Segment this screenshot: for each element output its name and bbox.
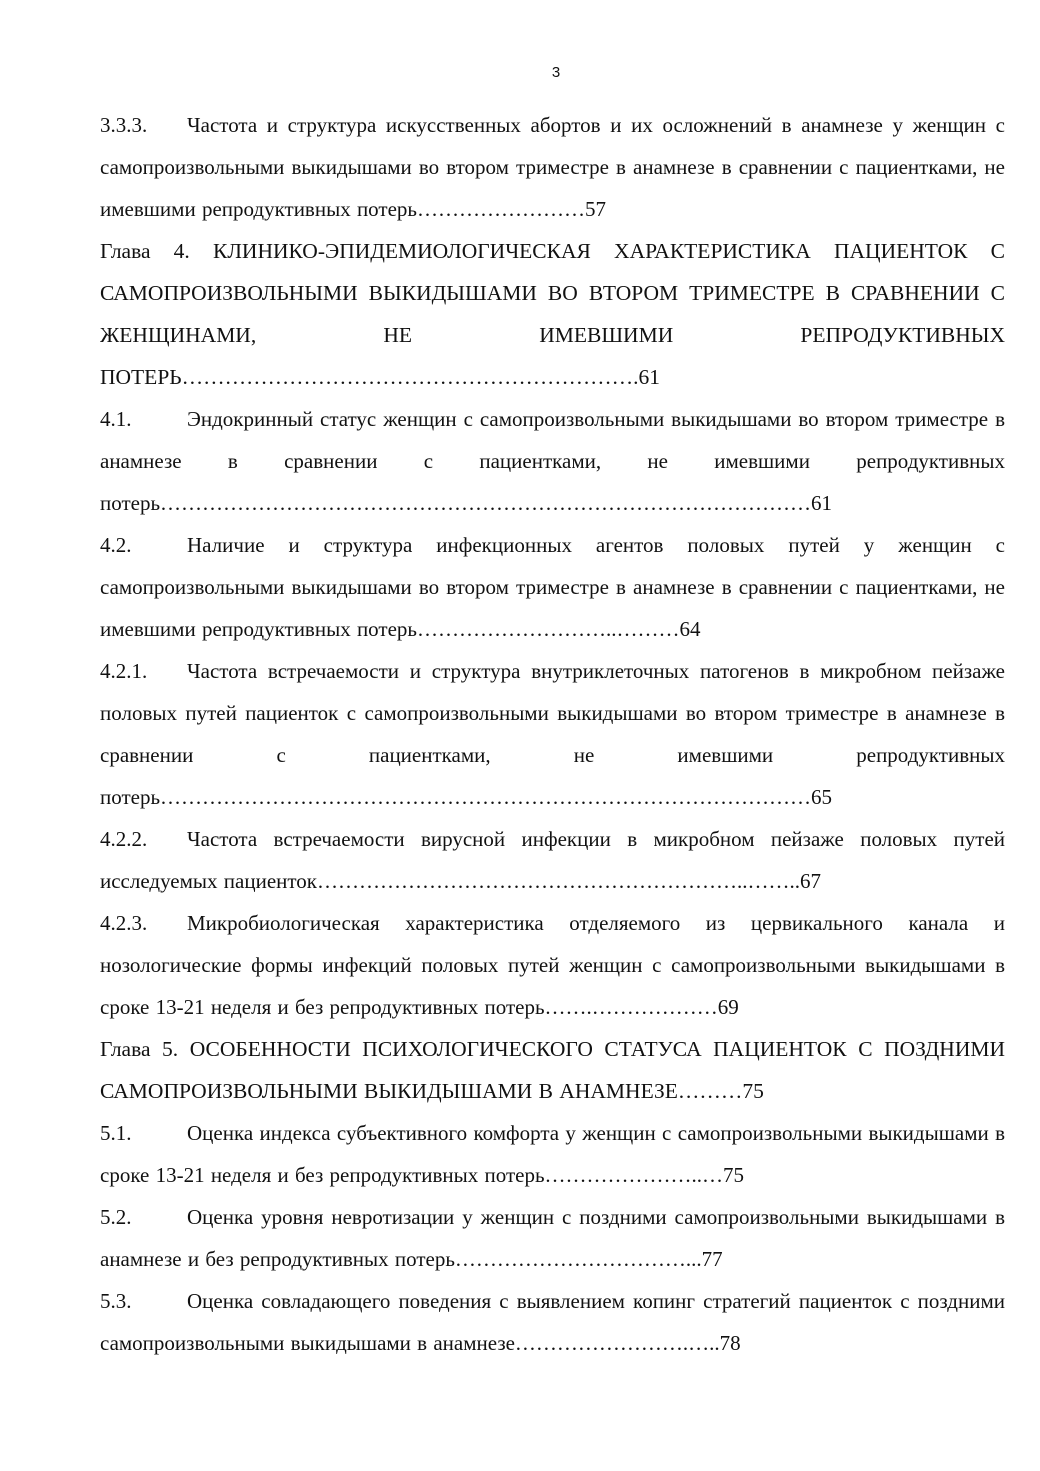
toc-entry-number: 4.2.1.	[100, 659, 148, 683]
toc-entry-number: 4.1.	[100, 407, 132, 431]
toc-entry-number: 4.2.	[100, 533, 132, 557]
toc-entry-text: Частота встречаемости и структура внутриклеточных патогенов в микробном пейзаже половых путей пациенток с самопроизвольными выкидышами во втором триместре в анамнезе в сравнении с пациентками, не имевшими репродуктивных потерь…………………………………………………………………………………65	[100, 659, 1005, 809]
page-number: 3	[551, 64, 561, 81]
toc-entry-text: Микробиологическая характеристика отделяемого из цервикального канала и нозологические формы инфекций половых путей женщин с самопроизвольными выкидышами в сроке 13-21 неделя и без репродуктивных потерь…….………………69	[100, 911, 1005, 1019]
toc-entry-5-3	[100, 1280, 1005, 1364]
toc-entry-number: 5.2.	[100, 1205, 132, 1229]
toc-entry-text: Оценка совладающего поведения с выявлением копинг стратегий пациенток с поздними самопроизвольными выкидышами в анамнезе…………………….…..78	[100, 1289, 1005, 1355]
table-of-contents	[100, 104, 1005, 1364]
toc-entry-text: Оценка уровня невротизации у женщин с поздними самопроизвольными выкидышами в анамнезе и без репродуктивных потерь……………………………...77	[100, 1205, 1005, 1271]
toc-entry-number: 5.1.	[100, 1121, 132, 1145]
toc-entry-5-2	[100, 1196, 1005, 1280]
toc-entry-number: 5.3.	[100, 1289, 132, 1313]
toc-chapter-4	[100, 230, 1005, 398]
toc-entry-number: 4.2.3.	[100, 911, 148, 935]
toc-chapter-5	[100, 1028, 1005, 1112]
toc-entry-4-2	[100, 524, 1005, 650]
toc-entry-number: 4.2.2.	[100, 827, 148, 851]
toc-entry-text: Частота встречаемости вирусной инфекции в микробном пейзаже половых путей исследуемых пациенток……………………………………………………..……..67	[100, 827, 1005, 893]
toc-entry-text: Эндокринный статус женщин с самопроизвольными выкидышами во втором триместре в анамнезе в сравнении с пациентками, не имевшими репродуктивных потерь…………………………………………………………………………………61	[100, 407, 1005, 515]
toc-entry-text: Частота и структура искусственных абортов и их осложнений в анамнезе у женщин с самопроизвольными выкидышами во втором триместре в анамнезе в сравнении с пациентками, не имевшими репродуктивных потерь……………………57	[100, 113, 1005, 221]
toc-entry-text: Оценка индекса субъективного комфорта у женщин с самопроизвольными выкидышами в сроке 13-21 неделя и без репродуктивных потерь…………………..…75	[100, 1121, 1005, 1187]
toc-entry-text: Наличие и структура инфекционных агентов половых путей у женщин с самопроизвольными выкидышами во втором триместре в анамнезе в сравнении с пациентками, не имевшими репродуктивных потерь………………………..………64	[100, 533, 1005, 641]
toc-entry-4-2-1	[100, 650, 1005, 818]
toc-entry-4-1	[100, 398, 1005, 524]
toc-entry-5-1	[100, 1112, 1005, 1196]
toc-chapter-text: Глава 4. КЛИНИКО-ЭПИДЕМИОЛОГИЧЕСКАЯ ХАРАКТЕРИСТИКА ПАЦИЕНТОК С САМОПРОИЗВОЛЬНЫМИ ВЫКИДЫШАМИ ВО ВТОРОМ ТРИМЕСТРЕ В СРАВНЕНИИ С ЖЕНЩИНАМИ, НЕ ИМЕВШИМИ РЕПРОДУКТИВНЫХ ПОТЕРЬ……………………………………………………….61	[100, 239, 1005, 389]
toc-entry-number: 3.3.3.	[100, 113, 148, 137]
toc-entry-3-3-3	[100, 104, 1005, 230]
toc-chapter-text: Глава 5. ОСОБЕННОСТИ ПСИХОЛОГИЧЕСКОГО СТАТУСА ПАЦИЕНТОК С ПОЗДНИМИ САМОПРОИЗВОЛЬНЫМИ ВЫКИДЫШАМИ В АНАМНЕЗЕ………75	[100, 1037, 1005, 1103]
toc-entry-4-2-3	[100, 902, 1005, 1028]
toc-entry-4-2-2	[100, 818, 1005, 902]
